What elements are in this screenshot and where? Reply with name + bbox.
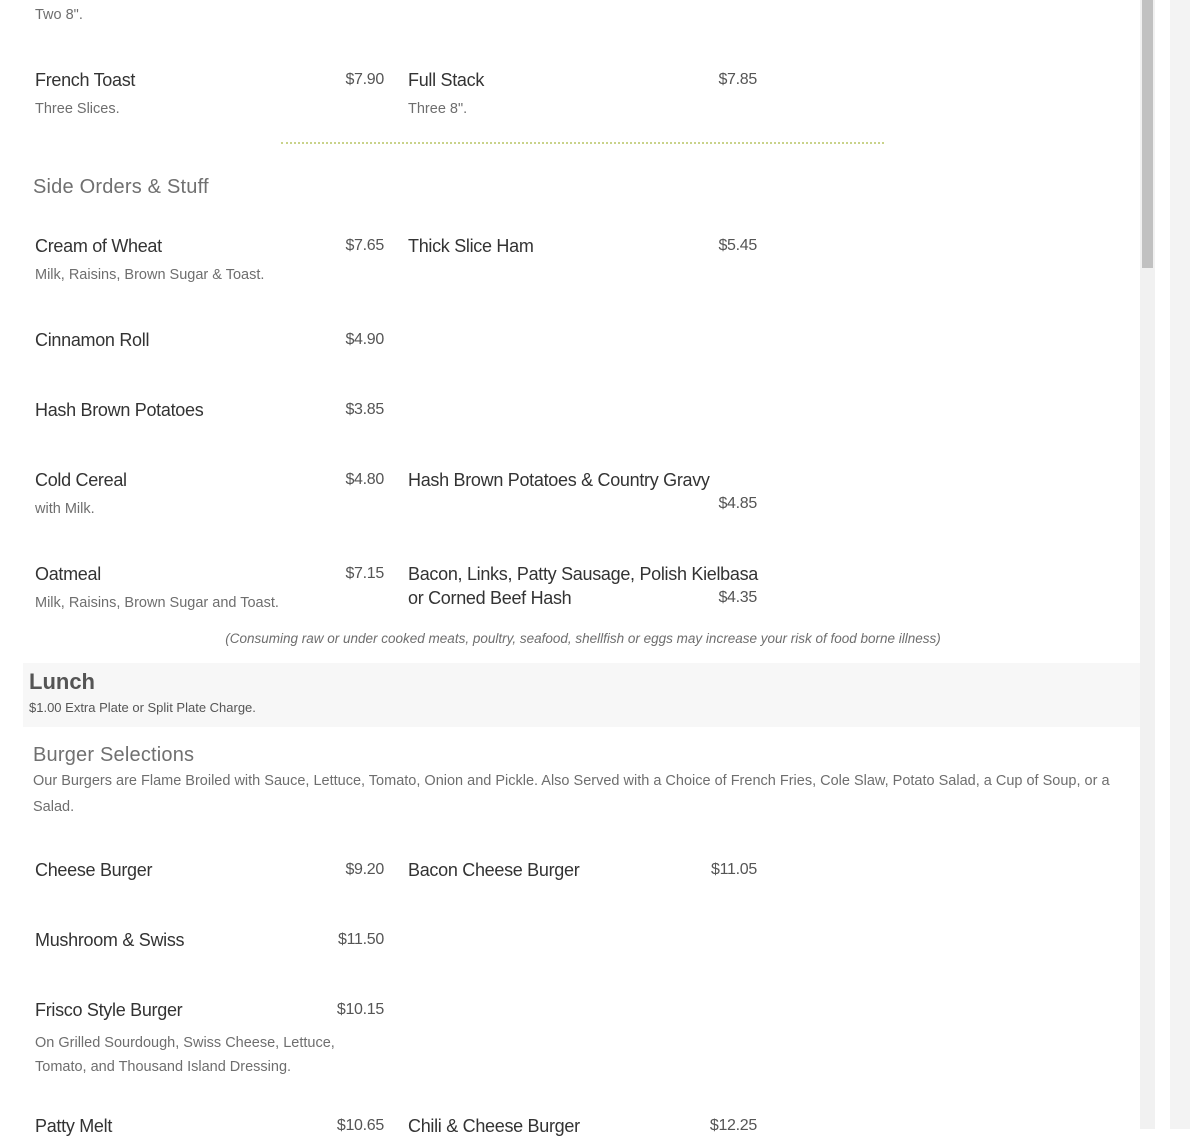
lunch-header [23,663,1140,727]
menu-item-price: $11.50 [338,931,384,948]
section-divider [281,142,884,144]
section-title-side-orders: Side Orders & Stuff [33,176,209,198]
page-edge-strip [1170,0,1190,1129]
menu-item-name: Cheese Burger [35,860,153,880]
item-description: with Milk. [35,501,95,517]
item-description: On Grilled Sourdough, Swiss Cheese, Lettuce, Tomato, and Thousand Island Dressing. [35,1035,335,1075]
menu-item-price: $7.15 [345,565,384,582]
item-description: Three 8". [408,101,468,117]
menu-item-price: $7.90 [345,71,384,88]
menu-item-name: Patty Melt [35,1116,113,1136]
menu-item-name: Cream of Wheat [35,236,162,256]
menu-item-price: $3.85 [345,401,384,418]
menu-item-price: $5.45 [718,237,757,254]
menu-item-price: $4.80 [345,471,384,488]
burgers-intro: Our Burgers are Flame Broiled with Sauce, Lettuce, Tomato, Onion and Pickle. Also Served with a Choice of French Fries, Cole Slaw, Potato Salad, a Cup of Soup, or a Salad. [33,773,1110,815]
menu-item-name: Mushroom & Swiss [35,930,185,950]
item-description: Two 8". [35,7,83,23]
menu-item-name: Bacon Cheese Burger [408,860,580,880]
scrollbar-thumb[interactable] [1142,0,1153,268]
food-safety-notice: (Consuming raw or under cooked meats, poultry, seafood, shellfish or eggs may increase your risk of food borne illness) [225,631,941,646]
menu-item-name: French Toast [35,70,136,90]
menu-item-name: Thick Slice Ham [408,236,534,256]
menu-item-price: $10.65 [336,1117,384,1134]
menu-item-price: $7.65 [345,237,384,254]
menu-item-name: Cinnamon Roll [35,330,150,350]
menu-item-price: $7.85 [718,71,757,88]
section-title-lunch: Lunch [29,669,95,694]
item-description: Milk, Raisins, Brown Sugar & Toast. [35,267,265,283]
item-description: Milk, Raisins, Brown Sugar and Toast. [35,595,279,611]
item-description: Three Slices. [35,101,120,117]
menu-item-name: Cold Cereal [35,470,127,490]
menu-item-name: Bacon, Links, Patty Sausage, Polish Kielbasa [408,564,759,584]
section-title-burgers: Burger Selections [33,744,195,766]
menu-item-name: Chili & Cheese Burger [408,1116,580,1136]
menu-item-price: $4.90 [345,331,384,348]
menu-item-name: or Corned Beef Hash [408,588,572,608]
menu-item-name: Hash Brown Potatoes [35,400,204,420]
menu-item-name: Frisco Style Burger [35,1000,183,1020]
menu-item-price: $10.15 [336,1001,384,1018]
menu-item-name: Oatmeal [35,564,101,584]
menu-item-name: Hash Brown Potatoes & Country Gravy [408,470,710,490]
menu-item-price: $12.25 [709,1117,757,1134]
menu-item-price: $9.20 [345,861,384,878]
menu-item-price: $4.35 [718,589,757,606]
lunch-subtitle: $1.00 Extra Plate or Split Plate Charge. [29,700,256,715]
menu-item-price: $11.05 [711,861,757,878]
menu-item-name: Full Stack [408,70,485,90]
menu-item-price: $4.85 [718,495,757,512]
